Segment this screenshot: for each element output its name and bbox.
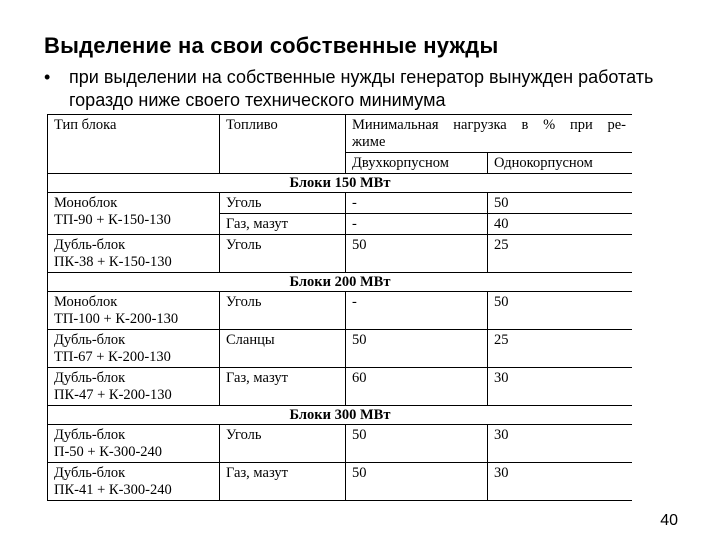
header-double-shell: Двухкорпусном xyxy=(346,153,488,174)
header-row xyxy=(48,115,633,153)
unit-type-model: ПК-38 + К-150-130 xyxy=(54,254,172,270)
single-shell-cell: 30 xyxy=(488,368,633,406)
unit-type-model: ПК-41 + К-300-240 xyxy=(54,482,172,498)
header-min-load xyxy=(346,115,633,153)
single-shell-cell: 50 xyxy=(488,292,633,330)
unit-type-model: ТП-100 + К-200-130 xyxy=(54,311,179,327)
slide-title: Выделение на свои собственные нужды xyxy=(44,33,499,58)
table-row xyxy=(48,330,633,368)
unit-type-cell xyxy=(48,425,220,463)
unit-type-name: Дубль-блок xyxy=(54,332,126,348)
fuel-cell: Газ, мазут xyxy=(220,368,346,406)
double-shell-cell: - xyxy=(346,214,488,235)
single-shell-cell: 25 xyxy=(488,235,633,273)
fuel-cell: Газ, мазут xyxy=(220,463,346,501)
section-row xyxy=(48,273,633,292)
table-row xyxy=(48,292,633,330)
fuel-cell: Уголь xyxy=(220,235,346,273)
double-shell-cell: 50 xyxy=(346,330,488,368)
bullet-marker: • xyxy=(44,67,51,87)
unit-type-name: Дубль-блок xyxy=(54,370,126,386)
header-unit-type: Тип блока xyxy=(48,115,220,174)
single-shell-cell: 30 xyxy=(488,463,633,501)
header-single-shell: Однокорпусном xyxy=(488,153,633,174)
unit-type-cell xyxy=(48,292,220,330)
section-title: Блоки 300 МВт xyxy=(48,406,633,425)
page-number: 40 xyxy=(660,512,678,529)
section-title: Блоки 150 МВт xyxy=(48,174,633,193)
unit-type-name: Моноблок xyxy=(54,195,118,211)
single-shell-cell: 25 xyxy=(488,330,633,368)
unit-type-model: ТП-90 + К-150-130 xyxy=(54,212,171,228)
table-row xyxy=(48,235,633,273)
double-shell-cell: 50 xyxy=(346,463,488,501)
header-fuel: Топливо xyxy=(220,115,346,174)
section-row xyxy=(48,174,633,193)
double-shell-cell: 50 xyxy=(346,425,488,463)
header-min-load-line2: жиме xyxy=(352,134,386,150)
single-shell-cell: 30 xyxy=(488,425,633,463)
single-shell-cell: 50 xyxy=(488,193,633,214)
unit-type-cell xyxy=(48,368,220,406)
unit-type-name: Дубль-блок xyxy=(54,237,126,253)
table-row xyxy=(48,193,633,214)
table-row xyxy=(48,368,633,406)
double-shell-cell: 50 xyxy=(346,235,488,273)
unit-type-cell xyxy=(48,330,220,368)
section-row xyxy=(48,406,633,425)
unit-type-name: Дубль-блок xyxy=(54,427,126,443)
unit-type-name: Дубль-блок xyxy=(54,465,126,481)
fuel-cell: Уголь xyxy=(220,193,346,214)
double-shell-cell: - xyxy=(346,292,488,330)
unit-type-model: ПК-47 + К-200-130 xyxy=(54,387,172,403)
fuel-cell: Уголь xyxy=(220,425,346,463)
section-title: Блоки 200 МВт xyxy=(48,273,633,292)
unit-type-cell xyxy=(48,235,220,273)
unit-type-cell xyxy=(48,463,220,501)
unit-type-cell xyxy=(48,193,220,235)
bullet-text: при выделении на собственные нужды генератор вынужден работать гораздо ниже своего технического минимума xyxy=(69,67,654,110)
unit-type-name: Моноблок xyxy=(54,294,118,310)
double-shell-cell: 60 xyxy=(346,368,488,406)
header-min-load-line1: Минимальная нагрузка в % при ре- xyxy=(352,117,626,133)
min-load-table xyxy=(47,114,632,501)
unit-type-model: П-50 + К-300-240 xyxy=(54,444,163,460)
fuel-cell: Уголь xyxy=(220,292,346,330)
fuel-cell: Сланцы xyxy=(220,330,346,368)
table-row xyxy=(48,425,633,463)
fuel-cell: Газ, мазут xyxy=(220,214,346,235)
unit-type-model: ТП-67 + К-200-130 xyxy=(54,349,171,365)
table-row xyxy=(48,463,633,501)
single-shell-cell: 40 xyxy=(488,214,633,235)
min-load-table-container xyxy=(47,114,632,513)
double-shell-cell: - xyxy=(346,193,488,214)
